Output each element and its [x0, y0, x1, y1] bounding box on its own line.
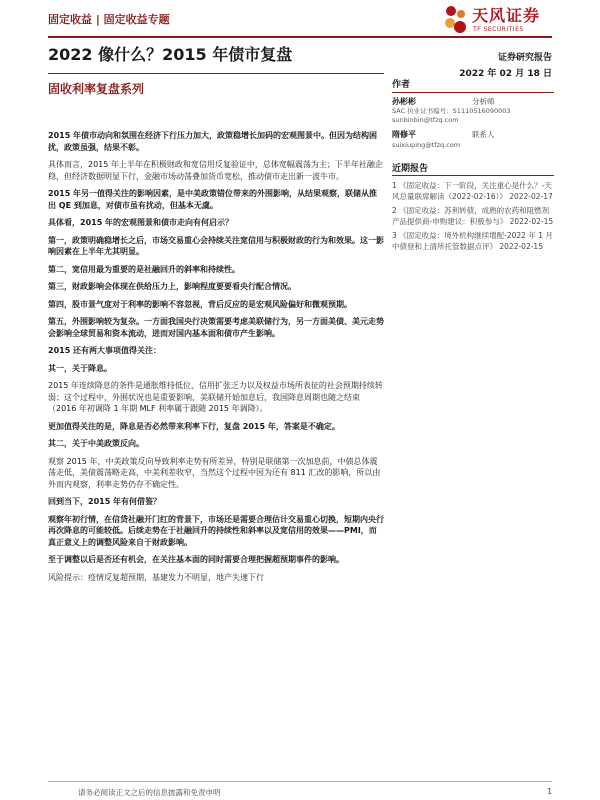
author-entry [392, 97, 554, 126]
authors-heading: 作者 [392, 80, 554, 93]
paragraph: 观察年初行情，在信贷社融开门红的背景下，市场还是需要合理估计交易重心切换，短期内央行再次降息的可能较低。后续走势在于社融回升的持续性和斜率以及宽信用的效果——PMI，而真正意义上的调整风险来自于财政影响。 [48, 514, 384, 547]
paragraph: 2015 还有两大事项值得关注： [48, 346, 162, 355]
author-role: 联系人 [472, 130, 495, 139]
header-divider [48, 36, 552, 38]
paragraph: 回到当下，2015 年有何借鉴？ [48, 497, 162, 506]
recent-reports-heading: 近期报告 [392, 164, 554, 177]
paragraph: 具体而言，2015 年上半年在积极财政和宽信用反复验证中，总体宽幅震荡为主；下半年社融企稳，但经济数据明显下行，金融市场动荡叠加货币宽松，推动债市走出新一波牛市。 [48, 160, 383, 181]
author-role: 分析师 [472, 96, 495, 106]
logo-mark-icon [442, 4, 468, 38]
recent-report-link[interactable]: 2 《固定收益：苏利转债，成熟的农药和阻燃剂产品提供商-申购建议：积极参与》 2022-02-15 [392, 206, 554, 226]
paragraph: 其二，关于中美政策反向。 [48, 439, 144, 448]
paragraph: 第二，宽信用最为重要的是社融回升的斜率和持续性。 [48, 264, 240, 274]
logo-subtext: TF SECURITIES [473, 26, 524, 33]
report-date: 2022 年 02 月 18 日 [459, 69, 552, 79]
author-email[interactable]: sunbinbin@tfzq.com [392, 116, 459, 124]
author-name: 隋修平 [392, 130, 416, 139]
series-title: 固收利率复盘系列 [48, 82, 145, 96]
paragraph: 第三，财政影响会体现在供给压力上，影响程度要要看央行配合情况。 [48, 282, 296, 291]
recent-report-link[interactable]: 1 《固定收益：下一阶段，关注重心是什么？-天风总量联席解读（2022-02-16）》 2022-02-17 [392, 181, 553, 201]
breadcrumb: 固定收益 | 固定收益专题 [48, 13, 170, 26]
footer-disclaimer: 请务必阅读正文之后的信息披露和免责申明 [78, 788, 221, 797]
author-cert: SAC 执业证书编号：S1110516090003 [392, 107, 511, 115]
page-number: 1 [547, 787, 552, 796]
author-email[interactable]: suixiuping@tfzq.com [392, 140, 461, 149]
paragraph: 具体看，2015 年的宏观图景和债市走向有何启示？ [48, 218, 234, 227]
report-type: 证券研究报告 [497, 53, 552, 63]
report-title: 2022 像什么？2015 年债市复盘 [48, 45, 293, 64]
paragraph: 至于调整以后是否还有机会，在关注基本面的同时需要合理把握超预期事件的影响。 [48, 555, 344, 564]
paragraph: 2015 年另一值得关注的影响因素，是中美政策错位带来的外围影响，从结果观察，联储从推出 QE 到加息，对债市虽有扰动，但基本无虞。 [48, 189, 378, 210]
paragraph: 其一，关于降息。 [48, 363, 112, 373]
title-divider [48, 73, 384, 74]
paragraph: 第一，政策明确稳增长之后，市场交易重心会持续关注宽信用与积极财政的行为和效果。这一影响因素在上半年尤其明显。 [48, 235, 384, 256]
paragraph: 观察 2015 年，中美政策反向导致利率走势有所差异，特别是联储第一次加息前，中债总体震荡走低，美债震荡略走高，中美利差收窄，当然这个过程中因为还有 811 汇改的影响，所以由外而内观察，利率走势仍存不确定性。 [48, 456, 381, 489]
paragraph: 2015 年连续降息的条件是通胀维持低位、信用扩张乏力以及权益市场所表征的社会预期持续转弱；这个过程中，外围状况也是重要影响，美联储开始加息后，我国降息周期也随之结束（2016 年初调降 1 年期 MLF 利率属于跟随 2015 年调降）。 [48, 381, 383, 413]
logo-text: 天风证券 [472, 6, 541, 25]
sidebar [392, 80, 554, 255]
paragraph: 第四，股市景气度对于利率的影响不容忽视，背后反应的是宏观风险偏好和微观预期。 [48, 299, 352, 309]
risk-warning: 风险提示：疫情反复超预期，基建发力不明显，地产失速下行 [48, 572, 264, 582]
paragraph: 更加值得关注的是，降息是否必然带来利率下行，复盘 2015 年，答案是不确定。 [48, 421, 340, 431]
author-name: 孙彬彬 [392, 96, 416, 106]
paragraph: 2015 年债市动向和氛围在经济下行压力加大，政策稳增长加码的宏观图景中。但因为结构困扰，政策虽强，结果不彰。 [48, 131, 378, 152]
paragraph: 第五，外围影响较为复杂。一方面我国央行决策需要考虑美联储行为，另一方面美债、美元走势会影响全球贸易和资本流动，进而对国内基本面和债市产生影响。 [48, 317, 384, 338]
author-entry [392, 130, 554, 150]
company-logo [442, 2, 552, 40]
recent-report-link[interactable]: 3 《固定收益：境外机构继续增配-2022 年 1 月中债登和上清所托管数据点评》 2022-02-15 [392, 231, 553, 251]
main-column [48, 130, 384, 589]
footer-divider [48, 781, 552, 782]
